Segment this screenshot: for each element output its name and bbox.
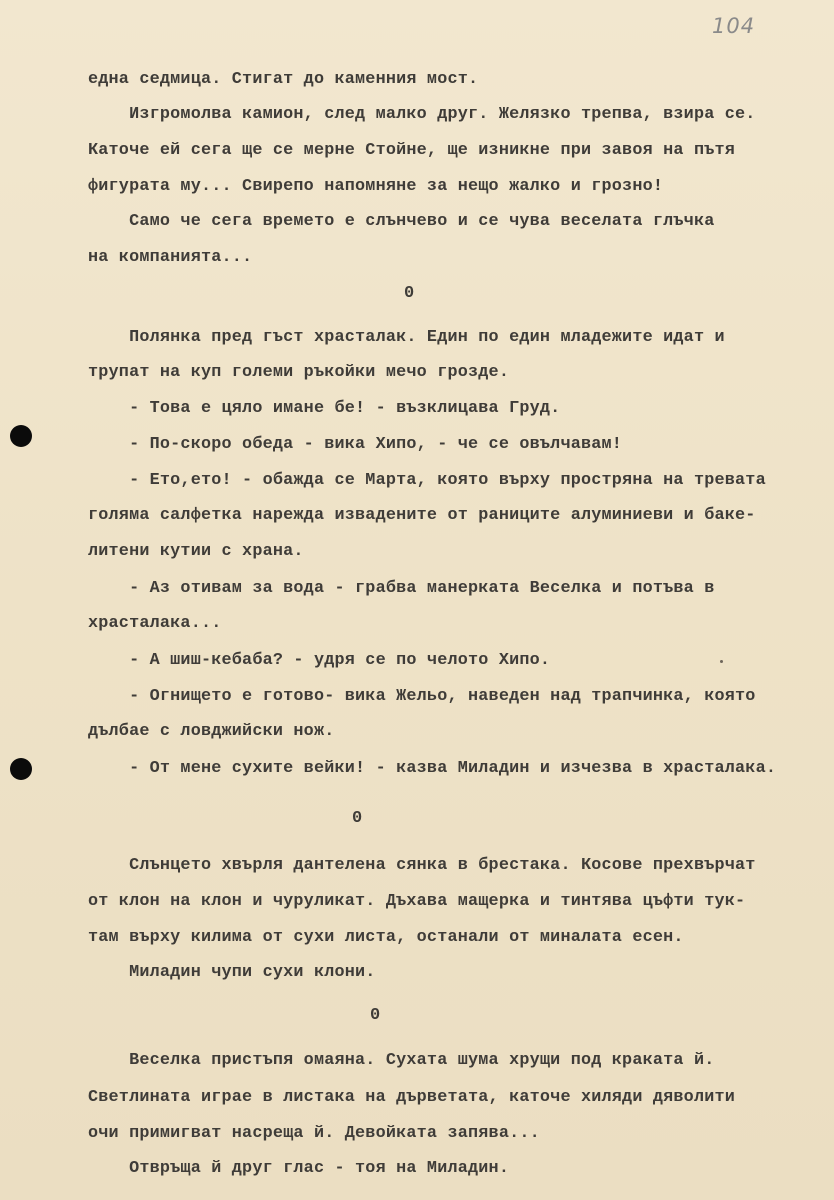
text-line: фигурата му... Свирепо напомняне за нещо жалко и грозно! bbox=[88, 177, 664, 196]
text-line: Слънцето хвърля дантелена сянка в брестака. Косове прехвърчат bbox=[88, 856, 756, 875]
punch-hole-bottom bbox=[10, 758, 32, 780]
section-separator: 0 bbox=[370, 1006, 381, 1025]
text-line: от клон на клон и чуруликат. Дъхава мащерка и тинтява цъфти тук- bbox=[88, 892, 746, 911]
text-line: храсталака... bbox=[88, 614, 222, 633]
text-line: Каточе ей сега ще се мерне Стойне, ще изникне при завоя на пътя bbox=[88, 141, 736, 160]
text-line: - От мене сухите вейки! - казва Миладин и изчезва в храсталака. bbox=[88, 759, 777, 778]
text-line: литени кутии с храна. bbox=[88, 542, 304, 561]
section-separator: 0 bbox=[352, 809, 363, 828]
text-line: Светлината играе в листака на дърветата, каточе хиляди дяволити bbox=[88, 1088, 736, 1107]
text-line: - По-скоро обеда - вика Хипо, - че се овълчавам! bbox=[88, 435, 623, 454]
text-line: Веселка пристъпя омаяна. Сухата шума хрущи под краката й. bbox=[88, 1051, 715, 1070]
text-line: Полянка пред гъст храсталак. Един по един младежите идат и bbox=[88, 328, 725, 347]
text-line: трупат на куп големи ръкойки мечо грозде. bbox=[88, 363, 510, 382]
text-line: Само че сега времето е слънчево и се чува веселата глъчка bbox=[88, 212, 715, 231]
text-line: - Това е цяло имане бе! - възклицава Груд. bbox=[88, 399, 561, 418]
punch-hole-top bbox=[10, 425, 32, 447]
paper-speck bbox=[720, 660, 723, 663]
text-line: очи примигват насреща й. Девойката запява... bbox=[88, 1124, 540, 1143]
text-line: голяма салфетка нарежда извадените от раниците алуминиеви и баке- bbox=[88, 506, 756, 525]
section-separator: 0 bbox=[404, 284, 415, 303]
text-line: дълбае с ловджийски нож. bbox=[88, 722, 335, 741]
text-line: Миладин чупи сухи клони. bbox=[88, 963, 376, 982]
text-line: Изгромолва камион, след малко друг. Желязко трепва, взира се. bbox=[88, 105, 756, 124]
text-line: - Ето,ето! - обажда се Марта, която върху простряна на тревата bbox=[88, 471, 766, 490]
text-line: там върху килима от сухи листа, останали от миналата есен. bbox=[88, 928, 684, 947]
page-number: 104 bbox=[712, 14, 756, 38]
text-line: на компанията... bbox=[88, 248, 253, 267]
text-line: - Аз отивам за вода - грабва манерката Веселка и потъва в bbox=[88, 579, 715, 598]
text-line: - А шиш-кебаба? - удря се по челото Хипо. bbox=[88, 651, 551, 670]
text-line: Отвръща й друг глас - тоя на Миладин. bbox=[88, 1159, 510, 1178]
text-line: една седмица. Стигат до каменния мост. bbox=[88, 70, 479, 89]
text-line: - Огнището е готово- вика Жельо, наведен над трапчинка, която bbox=[88, 687, 756, 706]
